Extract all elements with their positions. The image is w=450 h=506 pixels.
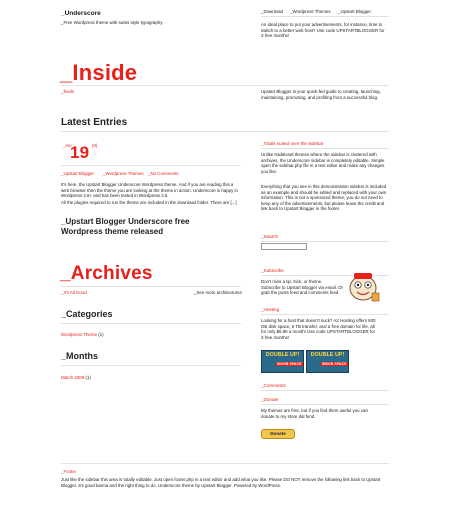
post-tag-upstart-blogger[interactable]: _Upstart Blogger <box>61 171 94 176</box>
months-divider <box>61 365 241 366</box>
post-comment-count[interactable]: (0) <box>92 143 98 148</box>
search-divider <box>261 241 389 242</box>
comments-heading: _Comments <box>261 383 286 388</box>
hosting-banner-right[interactable] <box>306 350 349 373</box>
nav-item-wordpress-themes[interactable]: _Wordpress Themes <box>290 9 331 14</box>
hosting-heading: _Hosting <box>261 307 280 312</box>
donate-text: My themes are free, but if you find them useful you can donate to my store dal fund. <box>261 408 368 419</box>
nav-item-download[interactable]: _Download <box>261 9 283 14</box>
post-body-2: All the plugins required to run the theme are included in the download folder. There are [...] <box>61 200 237 205</box>
inside-title: _Inside <box>60 60 138 85</box>
banner-left-sub: 500GB SPACE <box>277 362 302 366</box>
post-day: 19 <box>70 143 90 162</box>
banner-left-label: DOUBLE UP! <box>265 352 300 358</box>
month-link[interactable]: March 2009 <box>61 375 85 380</box>
post-tag-wordpress-themes[interactable]: _Wordpress Themes <box>103 171 144 176</box>
archives-title: _Archives <box>60 263 153 284</box>
hosting-banner-left[interactable] <box>261 350 304 373</box>
month-item <box>61 375 91 381</box>
subscribe-heading: _Subscribe <box>261 268 284 273</box>
post-no-comments-link[interactable]: _No Comments <box>148 171 179 176</box>
sidebar-about-divider <box>261 148 389 149</box>
latest-entries-heading: Latest Entries <box>61 117 128 128</box>
search-heading: _Search <box>261 234 279 239</box>
hosting-text: Looking for a host that doesn't suck? A2 Hosting offers 500 GB disk space, 5 TB transfer, and a free domain for life, all for only $6.95 a month! Use code UPSTARTBLOGGER for 3 free months! <box>261 318 376 340</box>
search-input[interactable] <box>261 243 307 250</box>
promo-text: An ideal place to put your advertisements, for instance, time to switch to a better web host? Use code UPSTARTBLOGGER for 3 free months! <box>261 22 385 39</box>
site-title[interactable]: _Underscore <box>61 10 101 17</box>
inside-feeds-link[interactable]: _feeds <box>61 89 75 94</box>
category-count: (1) <box>98 332 104 337</box>
footer-heading: _Footer <box>61 469 77 474</box>
banner-right-sub: 500GB SPACE <box>322 362 347 366</box>
nav-divider <box>261 16 389 17</box>
category-link[interactable]: Wordpress Theme <box>61 332 97 337</box>
sidebar-about-text-1: Unlike traditional themes where the sidebar is cluttered with archives, the Underscore sidebar is completely editable. Simple open the sidebar.php file in a text editor and make any changes you like. <box>261 152 385 174</box>
archives-link-more[interactable]: _See more architectures <box>194 290 242 295</box>
donate-divider <box>261 404 389 405</box>
comments-divider <box>261 390 389 391</box>
month-count: (1) <box>85 375 91 380</box>
archives-divider <box>61 286 241 287</box>
inside-divider <box>61 85 389 86</box>
banner-right-label: DOUBLE UP! <box>310 352 345 358</box>
post-month: _mo <box>63 143 72 148</box>
donate-heading: _Donate <box>261 397 279 402</box>
archives-link-all[interactable]: _It's All Good <box>61 290 87 295</box>
sidebar-about-heading: _Totals suited over the sidebar <box>261 141 324 146</box>
post-title-line-2[interactable]: Wordpress theme released <box>61 227 164 236</box>
footer-divider <box>61 463 389 464</box>
categories-heading: _Categories <box>61 309 113 319</box>
post-title-line-1[interactable]: _Upstart Blogger Underscore free <box>61 217 190 226</box>
months-heading: _Months <box>61 351 98 361</box>
latest-divider <box>61 131 389 132</box>
site-tagline: _Free Wordpress theme with swiss style typography <box>61 20 163 25</box>
subscribe-text: Don't miss a tip, trick, or theme. Subscribe to Upstart Blogger via email. Or grab the posts feed and comments feed. <box>261 279 343 296</box>
sidebar-about-text-2: Everything that you see in this demonstration sidebar is included as an example and should be edited and replaced with your own information. This is not a sponsored theme, you do not need to keep any of the advertisements, but please leave the credit and link back to Upstart Blogger in the footer. <box>261 184 387 212</box>
post-body-1: It's here, the Upstart Blogger Underscore Wordpress theme. And if you are reading this a web browser then the theme you are looking at the theme in action. Underscore is happy in Wordpress 2.6+ and has been tested in Wordpress 2.6. <box>61 182 238 199</box>
hosting-divider <box>261 314 389 315</box>
footer-text: Just like the sidebar this area is totally editable. Just open footer.php in a text editor and add what you like. Please DO NOT remove the following link back to Upstart Blogger. It's good karma and the right thing to do. Underscore theme by Upstart Blogger. Powered by WordPress. <box>61 477 381 488</box>
categories-divider <box>61 323 241 324</box>
subscribe-mascot-icon <box>346 271 380 303</box>
category-item <box>61 332 104 338</box>
inside-about-text: Upstart Blogger is your quick-fed guide to creating, launching, maintaining, promoting, and profiting from a successful blog. <box>261 89 381 100</box>
post-date-divider <box>61 165 241 166</box>
nav-item-upstart-blogger[interactable]: _Upstart Blogger <box>338 9 371 14</box>
donate-button[interactable]: Donate <box>261 429 295 439</box>
